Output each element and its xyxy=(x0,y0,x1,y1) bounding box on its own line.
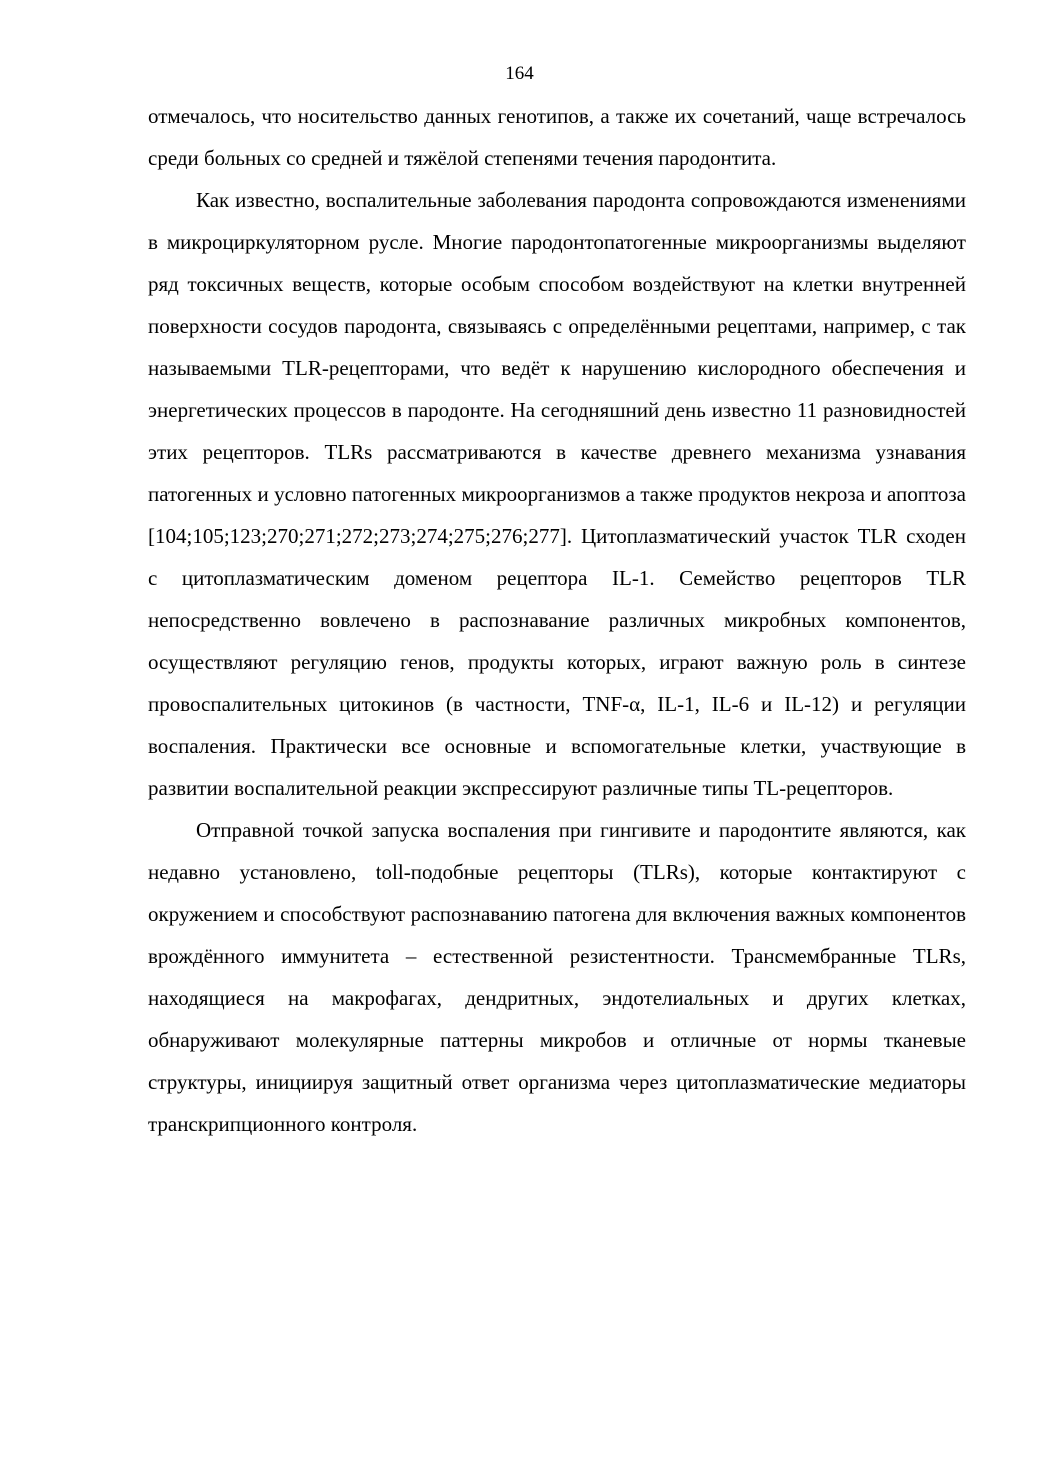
paragraph-1: отмечалось, что носительство данных генотипов, а также их сочетаний, чаще встречалось среди больных со средней и тяжёлой степенями течения пародонтита. xyxy=(148,104,966,170)
paragraph-2: Как известно, воспалительные заболевания пародонта сопровождаются изменениями в микроциркуляторном русле. Многие пародонтопатогенные микроорганизмы выделяют ряд токсичных веществ, которые особым способом воздействуют на клетки внутренней поверхности сосудов пародонта, связываясь с определёнными рецептами, например, с так называемыми TLR-рецепторами, что ведёт к нарушению кислородного обеспечения и энергетических процессов в пародонте. На сегодняшний день известно 11 разновидностей этих рецепторов. TLRs рассматриваются в качестве древнего механизма узнавания патогенных и условно патогенных микроорганизмов а также продуктов некроза и апоптоза [104;105;123;270;271;272;273;274;275;276;277]. Цитоплазматический участок TLR сходен с цитоплазматическим доменом рецептора IL-1. Семейство рецепторов TLR непосредственно вовлечено в распознавание различных микробных компонентов, осуществляют регуляцию генов, продукты которых, играют важную роль в синтезе провоспалительных цитокинов (в частности, TNF-α, IL-1, IL-6 и IL-12) и регуляции воспаления. Практически все основные и вспомогательные клетки, участвующие в развитии воспалительной реакции экспрессируют различные типы TL-рецепторов. xyxy=(148,188,966,800)
body-text xyxy=(148,95,966,1145)
page-number: 164 xyxy=(505,63,534,84)
paragraph-3: Отправной точкой запуска воспаления при гингивите и пародонтите являются, как недавно установлено, toll-подобные рецепторы (TLRs), которые контактируют с окружением и способствуют распознаванию патогена для включения важных компонентов врождённого иммунитета – естественной резистентности. Трансмембранные TLRs, находящиеся на макрофагах, дендритных, эндотелиальных и других клетках, обнаруживают молекулярные паттерны микробов и отличные от нормы тканевые структуры, инициируя защитный ответ организма через цитоплазматические медиаторы транскрипционного контроля. xyxy=(148,818,966,1136)
